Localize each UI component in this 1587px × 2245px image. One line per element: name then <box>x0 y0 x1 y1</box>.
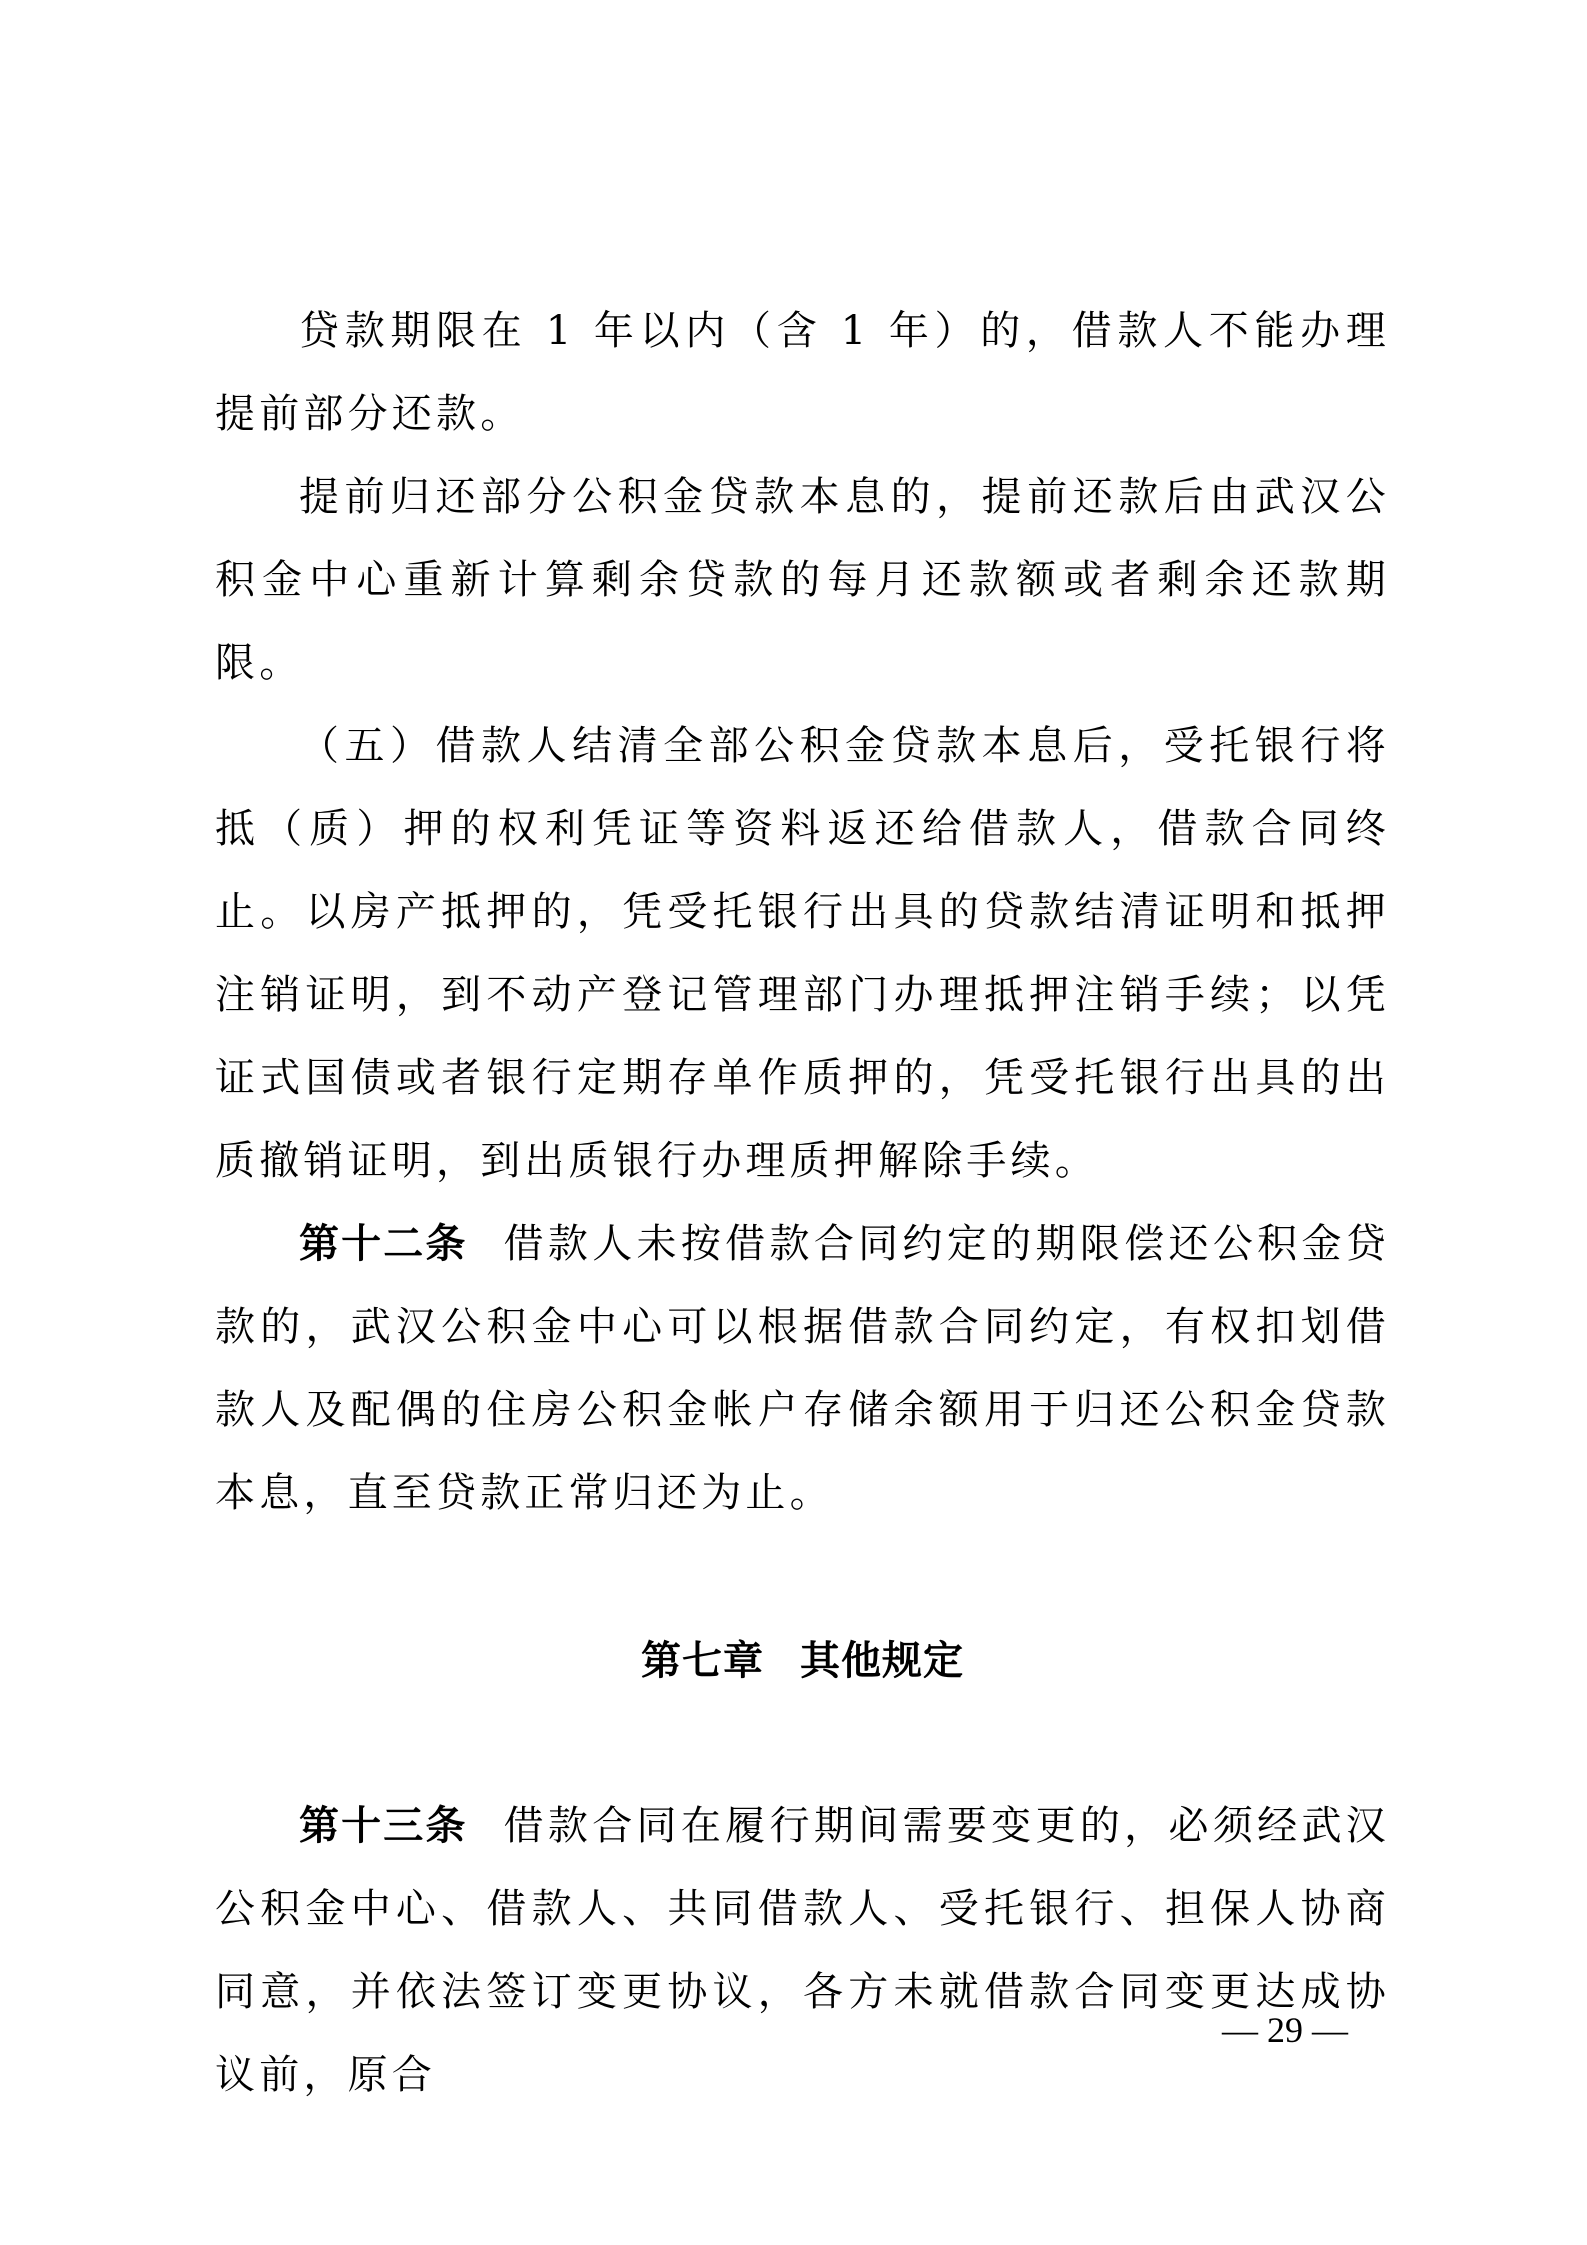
chapter-number: 第七章 <box>641 1638 764 1684</box>
paragraph-prepayment-term: 贷款期限在 1 年以内（含 1 年）的，借款人不能办理提前部分还款。 <box>215 308 1390 437</box>
paragraph-partial-prepayment: 提前归还部分公积金贷款本息的，提前还款后由武汉公积金中心重新计算剩余贷款的每月还款额或者剩余还款期限。 <box>215 474 1390 686</box>
chapter-heading <box>215 1620 1390 1703</box>
body-text <box>215 290 1390 2117</box>
chapter-title: 其他规定 <box>800 1638 964 1684</box>
article-13-text: 借款合同在履行期间需要变更的，必须经武汉公积金中心、借款人、共同借款人、受托银行、担保人协商同意，并依法签订变更协议，各方未就借款合同变更达成协议前，原合 <box>215 1803 1391 2098</box>
paragraph-loan-settlement: （五）借款人结清全部公积金贷款本息后，受托银行将抵（质）押的权利凭证等资料返还给借款人，借款合同终止。以房产抵押的，凭受托银行出具的贷款结清证明和抵押注销证明，到不动产登记管理部门办理抵押注销手续；以凭证式国债或者银行定期存单作质押的，凭受托银行出具的出质撤销证明，到出质银行办理质押解除手续。 <box>215 723 1390 1184</box>
article-12-text: 借款人未按借款合同约定的期限偿还公积金贷款的，武汉公积金中心可以根据借款合同约定，有权扣划借款人及配偶的住房公积金帐户存储余额用于归还公积金贷款本息，直至贷款正常归还为止。 <box>215 1221 1391 1516</box>
article-12-label: 第十二条 <box>299 1221 468 1267</box>
article-13-label: 第十三条 <box>299 1803 468 1849</box>
article-12 <box>215 1203 1390 1535</box>
page-number: — 29 — <box>1222 2010 1348 2050</box>
article-13 <box>215 1785 1390 2117</box>
